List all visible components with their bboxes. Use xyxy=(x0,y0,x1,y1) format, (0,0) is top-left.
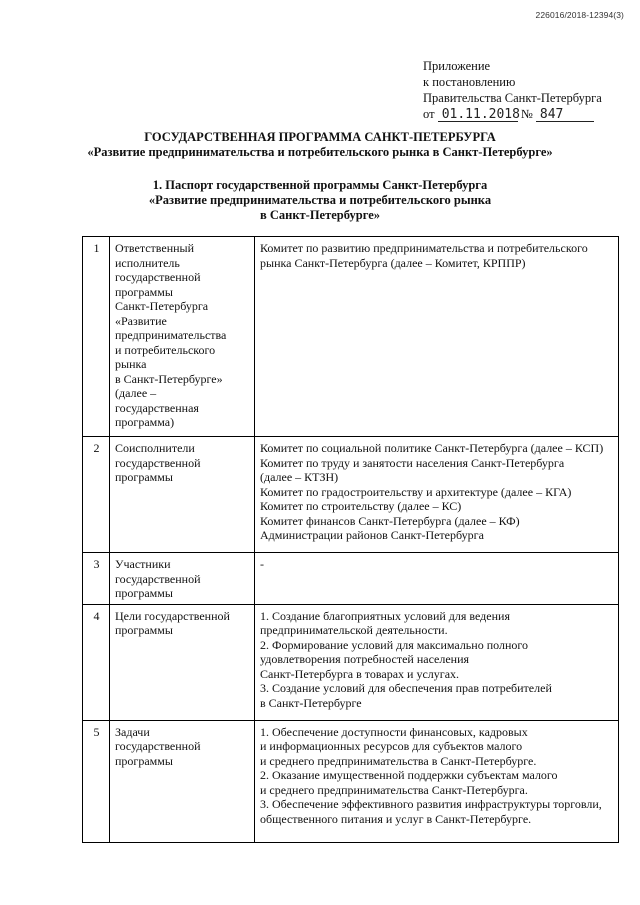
row-content xyxy=(255,237,619,437)
row-content-line: 2. Оказание имущественной поддержки субъектам малого xyxy=(260,768,558,782)
row-label-line: Участники xyxy=(115,557,171,571)
row-content xyxy=(255,437,619,553)
from-label: от xyxy=(423,107,435,121)
row-label-line: исполнитель xyxy=(115,255,180,270)
row-content-line: Комитет по труду и занятости населения Санкт-Петербурга xyxy=(260,455,565,470)
passport-row xyxy=(83,553,619,605)
appendix-block xyxy=(423,58,602,122)
row-content-line: - xyxy=(260,557,264,571)
row-content-line: Комитет по социальной политике Санкт-Петербурга (далее – КСП) xyxy=(260,441,604,455)
row-label-line: Задачи xyxy=(115,724,150,739)
row-label-line: программа) xyxy=(115,415,175,429)
row-content-line: Комитет финансов Санкт-Петербурга (далее – КФ) xyxy=(260,513,520,528)
row-content-line: общественного питания и услуг в Санкт-Петербурге. xyxy=(260,811,532,826)
row-label-line: государственной xyxy=(115,270,201,284)
section-heading xyxy=(0,178,640,223)
row-content-line: 3. Обеспечение эффективного развития инфраструктуры торговли, xyxy=(260,797,602,811)
row-content-line: Комитет по градостроительству и архитектуре (далее – КГА) xyxy=(260,484,572,499)
row-label-line: государственная xyxy=(115,400,199,415)
passport-row xyxy=(83,237,619,437)
row-content-line: удовлетворения потребностей населения xyxy=(260,652,470,666)
passport-table xyxy=(82,236,619,843)
row-content-line: 2. Формирование условий для максимально полного xyxy=(260,637,528,652)
row-number: 2 xyxy=(83,437,110,553)
row-label-line: программы xyxy=(115,470,173,484)
row-content-line: (далее – КТЗН) xyxy=(260,470,339,484)
row-label-line: программы xyxy=(115,753,173,768)
row-label xyxy=(110,720,255,842)
row-label-line: рынка xyxy=(115,357,147,371)
section-heading-line-1: 1. Паспорт государственной программы Санкт-Петербурга xyxy=(152,178,488,192)
row-label-line: Ответственный xyxy=(115,241,195,255)
row-content-line: предпринимательской деятельности. xyxy=(260,623,448,637)
program-title-line-1: ГОСУДАРСТВЕННАЯ ПРОГРАММА САНКТ-ПЕТЕРБУРГА xyxy=(144,130,496,144)
row-number: 5 xyxy=(83,720,110,842)
program-title xyxy=(0,130,640,160)
row-label-line: и потребительского xyxy=(115,342,216,357)
row-label-line: «Развитие xyxy=(115,313,167,328)
section-heading-line-3: в Санкт-Петербурге» xyxy=(259,208,381,222)
row-label-line: государственной xyxy=(115,455,201,470)
row-number: 1 xyxy=(83,237,110,437)
row-label xyxy=(110,553,255,605)
document-id: 226016/2018-12394(3) xyxy=(535,10,624,20)
resolution-date: 01.11.2018 xyxy=(438,108,518,122)
row-label-line: предпринимательства xyxy=(115,328,227,342)
row-label-line: Соисполнители xyxy=(115,441,195,455)
appendix-line-1: Приложение xyxy=(423,59,491,73)
section-heading-line-2: «Развитие предпринимательства и потребительского рынка xyxy=(148,193,492,207)
row-number: 3 xyxy=(83,553,110,605)
resolution-number: 847 xyxy=(536,108,594,122)
row-label xyxy=(110,237,255,437)
number-label: № xyxy=(520,107,533,121)
row-label-line: (далее – xyxy=(115,386,157,400)
row-content xyxy=(255,553,619,605)
appendix-line-3: Правительства Санкт-Петербурга xyxy=(423,91,602,105)
row-label-line: программы xyxy=(115,586,173,600)
row-label-line: программы xyxy=(115,284,173,299)
row-content-line: 3. Создание условий для обеспечения прав потребителей xyxy=(260,681,552,695)
passport-row xyxy=(83,437,619,553)
row-label-line: Санкт-Петербурга xyxy=(115,299,209,313)
row-label xyxy=(110,437,255,553)
passport-row xyxy=(83,604,619,720)
row-number: 4 xyxy=(83,604,110,720)
row-content xyxy=(255,720,619,842)
row-content-line: Комитет по развитию предпринимательства и потребительского xyxy=(260,241,588,255)
appendix-date-line xyxy=(423,106,602,122)
row-label-line: государственной xyxy=(115,571,201,586)
row-label-line: Цели государственной xyxy=(115,608,230,623)
row-label-line: в Санкт-Петербурге» xyxy=(115,371,223,386)
row-label-line: государственной xyxy=(115,739,201,753)
row-label-line: программы xyxy=(115,623,173,637)
row-content-line: Санкт-Петербурга в товарах и услугах. xyxy=(260,666,460,681)
row-content-line: Комитет по строительству (далее – КС) xyxy=(260,499,462,513)
appendix-line-2: к постановлению xyxy=(423,75,516,89)
row-content-line: Администрации районов Санкт-Петербурга xyxy=(260,528,484,542)
row-content-line: 1. Обеспечение доступности финансовых, кадровых xyxy=(260,724,528,739)
program-title-line-2: «Развитие предпринимательства и потребительского рынка в Санкт-Петербурге» xyxy=(87,145,553,159)
row-content-line: и среднего предпринимательства Санкт-Петербурга. xyxy=(260,782,528,797)
row-content-line: и среднего предпринимательства в Санкт-Петербурге. xyxy=(260,753,537,768)
row-content xyxy=(255,604,619,720)
row-content-line: и информационных ресурсов для субъектов малого xyxy=(260,739,523,753)
row-content-line: в Санкт-Петербурге xyxy=(260,695,362,710)
row-content-line: рынка Санкт-Петербурга (далее – Комитет, КРППР) xyxy=(260,255,526,270)
passport-row xyxy=(83,720,619,842)
row-label xyxy=(110,604,255,720)
row-content-line: 1. Создание благоприятных условий для ведения xyxy=(260,608,510,623)
